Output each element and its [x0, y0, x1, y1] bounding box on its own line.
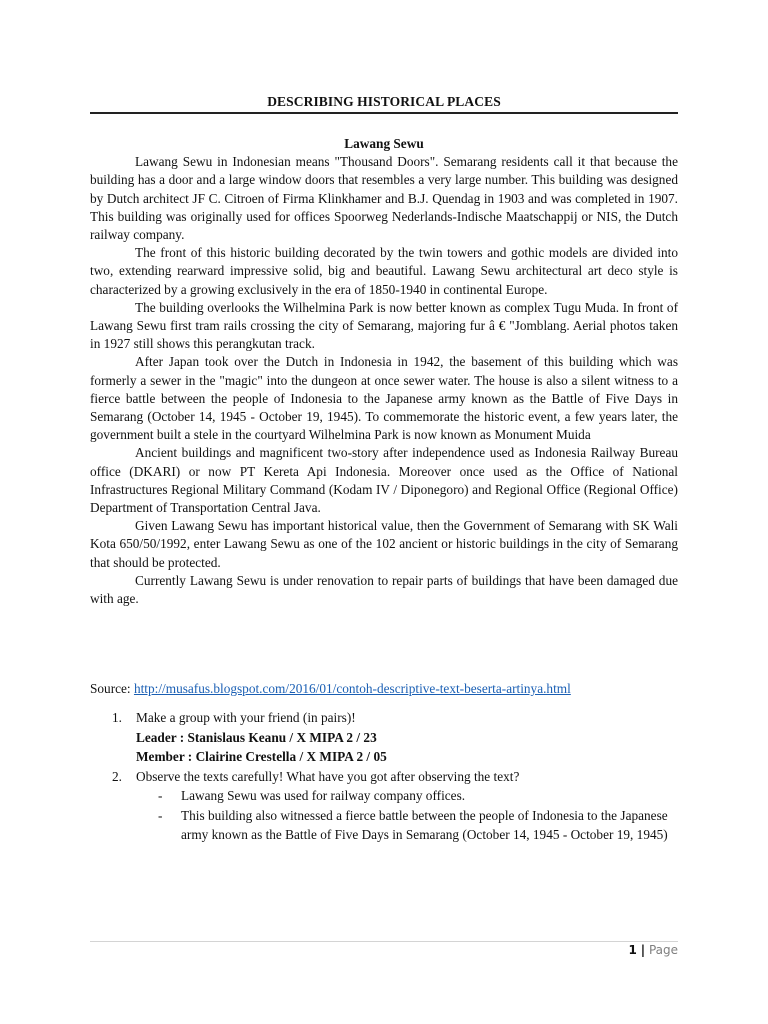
paragraph: Currently Lawang Sewu is under renovation to repair parts of buildings that have been damaged due with age. [90, 572, 678, 607]
article-body [90, 135, 678, 608]
document-title: DESCRIBING HISTORICAL PLACES [267, 94, 501, 109]
title-underline [90, 112, 678, 114]
paragraph: After Japan took over the Dutch in Indonesia in 1942, the basement of this building which was formerly a sewer in the "magic" into the dungeon at once sewer water. The house is also a silent witness to a fierce battle between the people of Indonesia to the Japanese army known as the Battle of Five Days in Semarang (October 14, 1945 - October 19, 1945). To commemorate the historic event, a few years later, the government built a stele in the courtyard Wilhelmina Park is now known as Monument Muida [90, 354, 678, 443]
leader-line: Leader : Stanislaus Keanu / X MIPA 2 / 23 [136, 729, 377, 745]
source-link[interactable]: http://musafus.blogspot.com/2016/01/contoh-descriptive-text-beserta-artinya.html [133, 681, 571, 696]
page-separator: | [640, 943, 646, 957]
list-number: 1. [112, 710, 122, 725]
page-number: 1 [628, 943, 637, 957]
task-list [90, 708, 690, 845]
article-subtitle: Lawang Sewu [344, 136, 424, 151]
list-item-text: Make a group with your friend (in pairs)! [136, 710, 356, 725]
list-item [90, 708, 690, 767]
list-item [90, 767, 690, 787]
sub-list-item [90, 786, 690, 806]
source-line [90, 680, 690, 698]
paragraph: Given Lawang Sewu has important historical value, then the Government of Semarang with SK Wali Kota 650/50/1992, enter Lawang Sewu as one of the 102 ancient or historic buildings in the city of Semarang that should be protected. [90, 518, 678, 570]
footer-rule [90, 941, 678, 942]
list-item-text: Observe the texts carefully! What have you got after observing the text? [136, 768, 520, 784]
paragraph: The building overlooks the Wilhelmina Park is now better known as complex Tugu Muda. In front of Lawang Sewu first tram rails crossing the city of Semarang, majoring fur â € "Jomblang. Aerial photos taken in 1927 still shows this perangkutan track. [90, 299, 678, 352]
page-footer [629, 943, 678, 957]
dash-bullet: - [158, 807, 163, 823]
paragraph: Ancient buildings and magnificent two-story after independence used as Indonesia Railway Bureau office (DKARI) or now PT Kereta Api Indonesia. Moreover once used as the Office of National Infrastructures Regional Military Command (Kodam IV / Diponegoro) and Regional Office (Regional Office) Department of Transportation Central Java. [90, 445, 678, 516]
sub-list-item [90, 806, 690, 845]
source-label: Source: [90, 681, 134, 696]
paragraph: Lawang Sewu in Indonesian means "Thousand Doors". Semarang residents call it that because the building has a door and a large window doors that resembles a very large number. This building was designed by Dutch architect JF C. Citroen of Firma Klinkhamer and B.J. Quendag in 1903 and was completed in 1907. This building was originally used for offices Spoorweg Nederlands-Indische Maatschappij or NIS, the Dutch railway company. [90, 154, 678, 243]
dash-bullet: - [158, 788, 163, 803]
sub-list-text: Lawang Sewu was used for railway company offices. [181, 788, 466, 803]
sub-list-text: This building also witnessed a fierce battle between the people of Indonesia to the Japanese army known as the Battle of Five Days in Semarang (October 14, 1945 - October 19, 1945) [181, 807, 668, 842]
member-line: Member : Clairine Crestella / X MIPA 2 / 05 [136, 749, 387, 764]
list-number: 2. [112, 768, 122, 784]
paragraph: The front of this historic building decorated by the twin towers and gothic models are divided into two, extending rearward impressive solid, big and beautiful. Lawang Sewu architectural art deco style is characterized by a growing exclusively in the era of 1850-1940 in continental Europe. [90, 245, 678, 297]
page-label: Page [648, 943, 678, 957]
